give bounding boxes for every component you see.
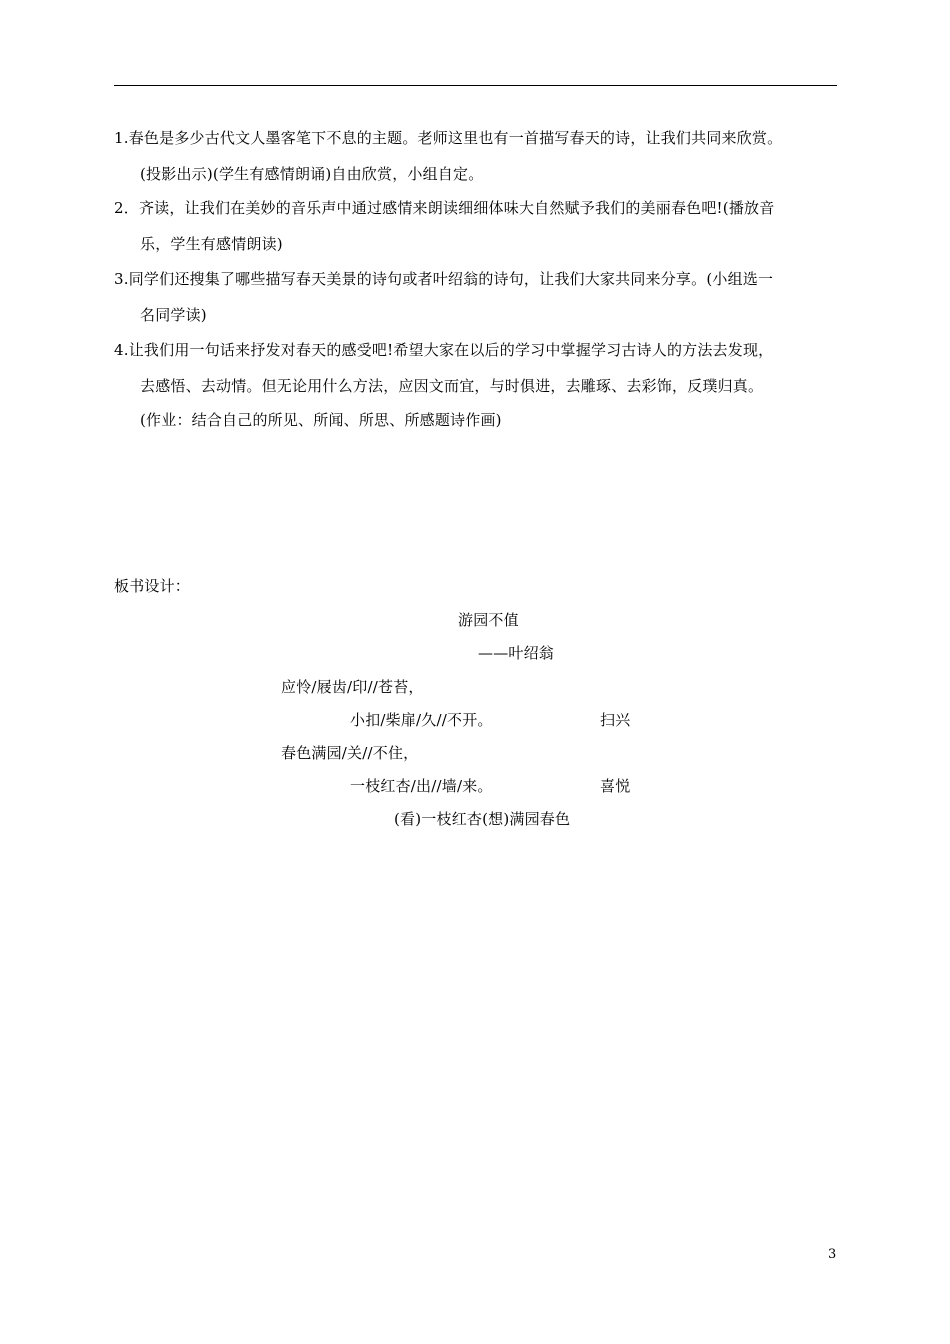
list-item-2-text: 齐读，让我们在美妙的音乐声中通过感情来朗读细细体味大自然赋予我们的美丽春色吧!(播放音 [138,199,775,217]
list-item-2-line-2: 乐，学生有感情朗读) [140,235,283,253]
list-item-3-line-1 [114,269,773,289]
list-item-4-line-1 [114,340,773,360]
list-item-4-text: 让我们用一句话来抒发对春天的感受吧!希望大家在以后的学习中掌握学习古诗人的方法去发现， [128,341,774,359]
page-number: 3 [828,1247,837,1262]
list-item-2-line-1 [114,198,774,218]
list-item-2-marker: 2． [114,199,139,217]
list-item-3-line-2: 名同学读) [140,306,207,324]
list-item-4-marker: 4. [114,341,129,359]
poem-line-3: 春色满园/关//不住， [281,744,419,762]
poem-line-2: 小扣/柴扉/久//不开。 [350,711,493,729]
board-heading: 板书设计： [114,577,191,595]
list-item-1-line-2: (投影出示)(学生有感情朗诵)自由欣赏，小组自定。 [140,165,484,183]
poem-line-4: 一枝红杏/出//墙/来。 [350,777,493,795]
list-item-1-line-1 [114,128,782,148]
list-item-3-text: 同学们还搜集了哪些描写春天美景的诗句或者叶绍翁的诗句，让我们大家共同来分享。(小组选一 [128,270,774,288]
list-item-1-text: 春色是多少古代文人墨客笔下不息的主题。老师这里也有一首描写春天的诗，让我们共同来欣赏。 [128,129,783,147]
list-item-4-line-2: 去感悟、去动情。但无论用什么方法，应因文而宜，与时俱进，去雕琢、去彩饰，反璞归真。 [140,377,764,395]
emotion-label-1: 扫兴 [600,711,631,729]
header-rule [114,85,837,86]
list-item-3-marker: 3. [114,270,129,288]
poem-line-1: 应怜/屐齿/印//苍苔， [281,678,424,696]
poem-title: 游园不值 [458,611,519,629]
poem-author: ——叶绍翁 [478,644,555,662]
list-item-1-marker: 1. [114,129,129,147]
emotion-label-2: 喜悦 [600,777,631,795]
board-summary: (看)一枝红杏(想)满园春色 [394,810,571,828]
list-item-4-line-3: (作业：结合自己的所见、所闻、所思、所感题诗作画) [140,411,502,429]
